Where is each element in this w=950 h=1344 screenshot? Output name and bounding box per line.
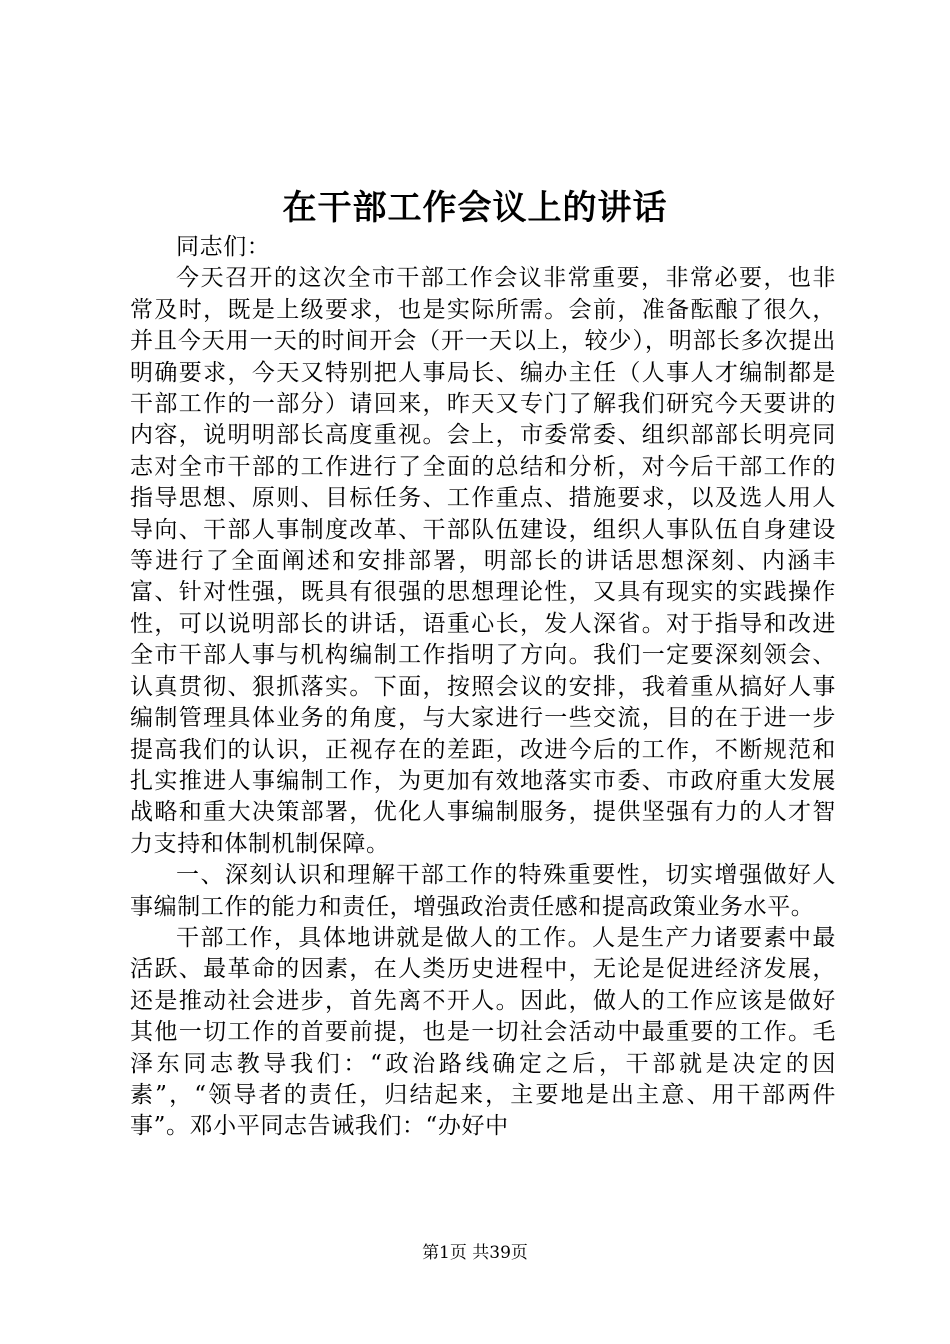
body-paragraph: 干部工作，具体地讲就是做人的工作。人是生产力诸要素中最活跃、最革命的因素，在人类历史进程中，无论是促进经济发展，还是推动社会进步，首先离不开人。因此，做人的工作应该是做好其他一切工作的首要前提，也是一切社会活动中最重要的工作。毛泽东同志教导我们：“政治路线确定之后，干部就是决定的因素”，“领导者的责任，归结起来，主要地是出主意、用干部两件事”。邓小平同志告诫我们：“办好中 [130,924,836,1140]
salutation-paragraph: 同志们： [176,234,271,260]
page-number-footer: 第1页 共39页 [422,1243,528,1263]
body-paragraph: 今天召开的这次全市干部工作会议非常重要，非常必要，也非常及时，既是上级要求，也是实际所需。会前，准备酝酿了很久，并且今天用一天的时间开会（开一天以上，较少），明部长多次提出明确要求，今天又特别把人事局长、编办主任（人事人才编制都是干部工作的一部分）请回来，昨天又专门了解我们研究今天要讲的内容，说明明部长高度重视。会上，市委常委、组织部部长明亮同志对全市干部的工作进行了全面的总结和分析，对今后干部工作的指导思想、原则、目标任务、工作重点、措施要求，以及选人用人导向、干部人事制度改革、干部队伍建设，组织人事队伍自身建设等进行了全面阐述和安排部署，明部长的讲话思想深刻、内涵丰富、针对性强，既具有很强的思想理论性，又具有现实的实践操作性，可以说明部长的讲话，语重心长，发人深省。对于指导和改进全市干部人事与机构编制工作指明了方向。我们一定要深刻领会、认真贯彻、狠抓落实。下面，按照会议的安排，我着重从搞好人事编制管理具体业务的角度，与大家进行一些交流，目的在于进一步提高我们的认识，正视存在的差距，改进今后的工作，不断规范和扎实推进人事编制工作，为更加有效地落实市委、市政府重大发展战略和重大决策部署，优化人事编制服务，提供坚强有力的人才智力支持和体制机制保障。 [130,265,836,857]
document-body [130,232,836,1143]
document-title: 在干部工作会议上的讲话 [282,188,668,228]
section-heading-paragraph: 一、深刻认识和理解干部工作的特殊重要性，切实增强做好人事编制工作的能力和责任，增强政治责任感和提高政策业务水平。 [130,862,836,920]
